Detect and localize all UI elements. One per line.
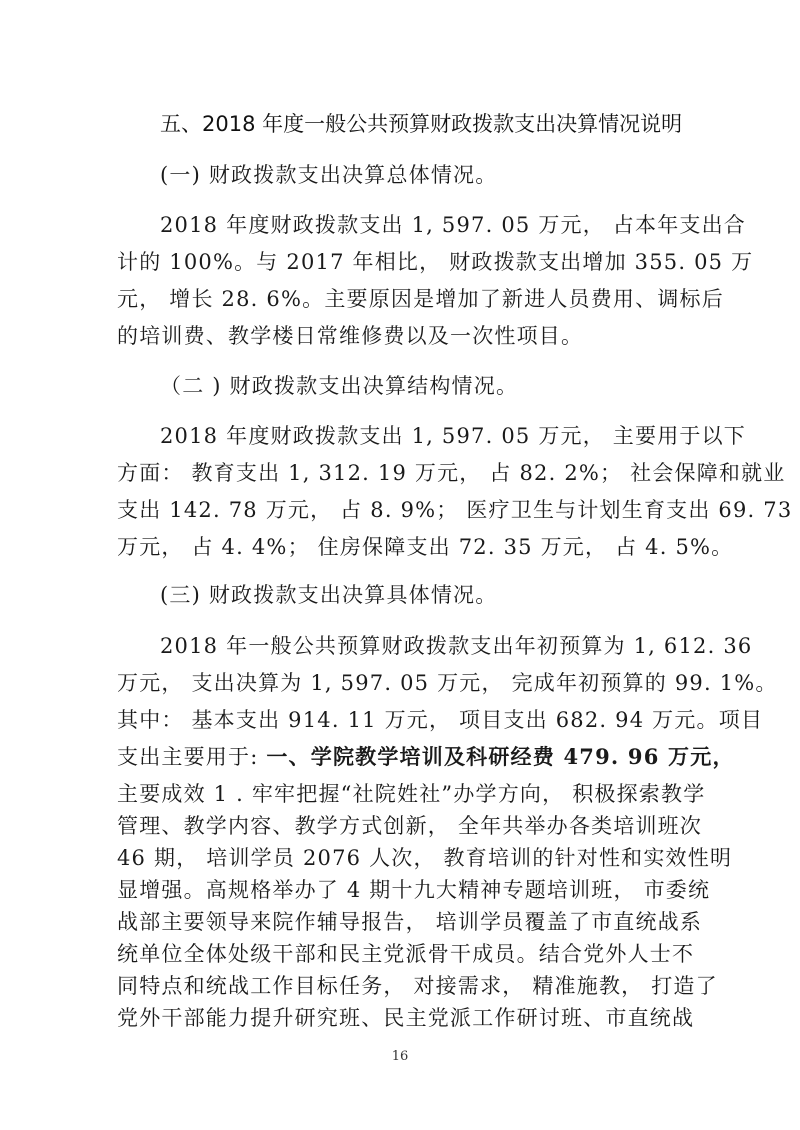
paragraph-line: 显增强。高规格举办了 4 期十九大精神专题培训班， 市委统: [117, 878, 711, 902]
paragraph-line: 方面： 教育支出 1, 312. 19 万元， 占 82. 2%； 社会保障和就业: [117, 461, 786, 485]
paragraph-line: 管理、教学内容、教学方式创新， 全年共举办各类培训班次: [117, 814, 703, 838]
paragraph-line: 万元， 支出决算为 1, 597. 05 万元， 完成年初预算的 99. 1%。: [117, 671, 778, 695]
subsection-heading-1: (一) 财政拨款支出决算总体情况。: [160, 163, 498, 187]
paragraph-line: 党外干部能力提升研究班、民主党派工作研讨班、市直统战: [117, 1006, 695, 1030]
paragraph-line: 万元， 占 4. 4%； 住房保障支出 72. 35 万元， 占 4. 5%。: [117, 535, 734, 559]
subsection-heading-3: (三) 财政拨款支出决算具体情况。: [160, 583, 498, 607]
paragraph-line: 同特点和统战工作目标任务， 对接需求， 精准施教， 打造了: [117, 974, 718, 998]
paragraph-line: 计的 100%。与 2017 年相比， 财政拨款支出增加 355. 05 万: [117, 250, 754, 274]
paragraph-line: 其中： 基本支出 914. 11 万元， 项目支出 682. 94 万元。项目: [117, 708, 764, 732]
paragraph-line: 元， 增长 28. 6%。主要原因是增加了新进人员费用、调标后: [117, 287, 724, 311]
paragraph-line: [117, 742, 735, 772]
paragraph-line: 主要成效 1 . 牢牢把握“社院姓社”办学方向， 积极探索教学: [117, 782, 706, 806]
paragraph-text: 支出主要用于:: [117, 745, 267, 769]
page-number: 16: [391, 1049, 409, 1064]
bold-highlight-text: 一、学院教学培训及科研经费 479. 96 万元，: [266, 744, 735, 769]
paragraph-line: 的培训费、教学楼日常维修费以及一次性项目。: [117, 324, 584, 348]
paragraph-line: 统单位全体处级干部和民主党派骨干成员。结合党外人士不: [117, 942, 695, 966]
paragraph-line: 2018 年度财政拨款支出 1, 597. 05 万元， 占本年支出合: [160, 213, 747, 237]
subsection-heading-2: （二 ) 财政拨款支出决算结构情况。: [160, 374, 519, 398]
paragraph-line: 2018 年度财政拨款支出 1, 597. 05 万元， 主要用于以下: [160, 424, 747, 448]
paragraph-line: 2018 年一般公共预算财政拨款支出年初预算为 1, 612. 36: [160, 634, 753, 658]
section-title: 五、2018 年度一般公共预算财政拨款支出决算情况说明: [160, 112, 683, 136]
paragraph-line: 战部主要领导来院作辅导报告， 培训学员覆盖了市直统战系: [117, 910, 703, 934]
paragraph-line: 支出 142. 78 万元， 占 8. 9%； 医疗卫生与计划生育支出 69. 73: [117, 498, 793, 522]
paragraph-line: 46 期， 培训学员 2076 人次， 教育培训的针对性和实效性明: [117, 846, 733, 870]
